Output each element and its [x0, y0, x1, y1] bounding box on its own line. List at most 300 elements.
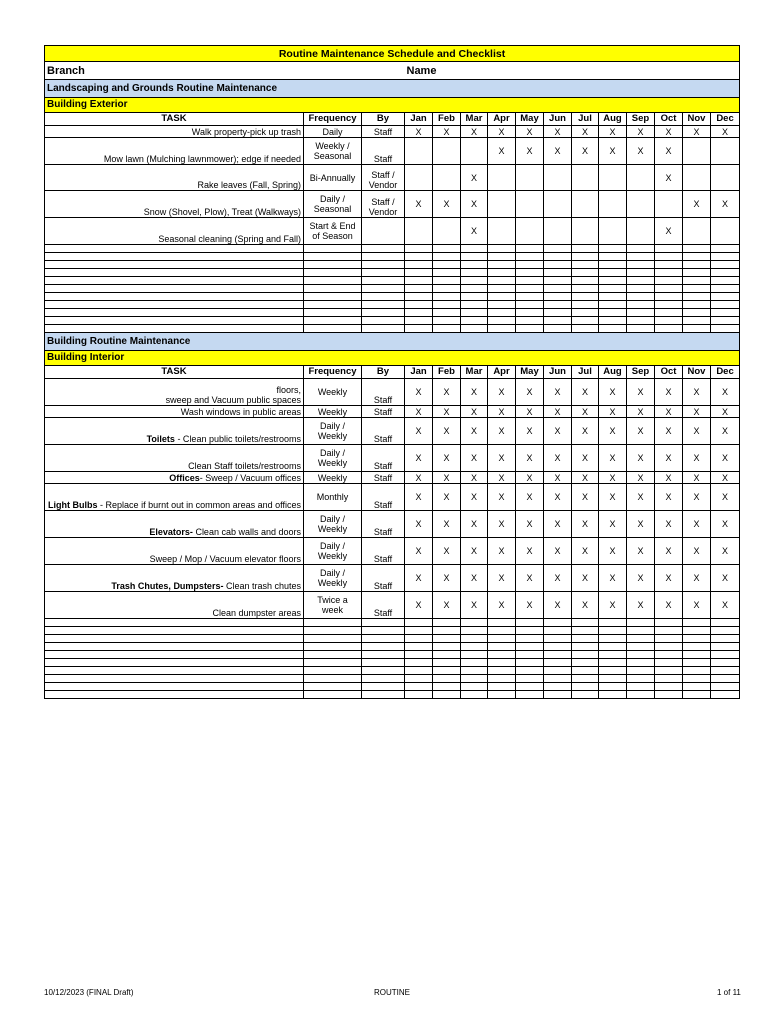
blank-cell[interactable] [627, 285, 655, 293]
blank-cell[interactable] [45, 651, 304, 659]
month-checkmark-cell[interactable]: X [405, 445, 433, 472]
blank-cell[interactable] [461, 659, 488, 667]
blank-cell[interactable] [304, 683, 362, 691]
blank-cell[interactable] [572, 293, 599, 301]
blank-cell[interactable] [45, 691, 304, 699]
blank-cell[interactable] [627, 325, 655, 333]
month-checkmark-cell[interactable]: X [655, 218, 683, 245]
blank-cell[interactable] [488, 317, 516, 325]
blank-cell[interactable] [488, 261, 516, 269]
blank-cell[interactable] [683, 627, 711, 635]
month-checkmark-cell[interactable]: X [461, 484, 488, 511]
blank-cell[interactable] [405, 643, 433, 651]
blank-cell[interactable] [362, 675, 405, 683]
blank-cell[interactable] [683, 269, 711, 277]
blank-cell[interactable] [405, 667, 433, 675]
blank-cell[interactable] [655, 245, 683, 253]
blank-cell[interactable] [516, 245, 544, 253]
blank-cell[interactable] [461, 277, 488, 285]
blank-cell[interactable] [516, 317, 544, 325]
month-checkmark-cell[interactable]: X [572, 538, 599, 565]
blank-cell[interactable] [433, 317, 461, 325]
blank-cell[interactable] [711, 683, 740, 691]
blank-cell[interactable] [362, 691, 405, 699]
blank-cell[interactable] [711, 635, 740, 643]
month-checkmark-cell[interactable]: X [627, 511, 655, 538]
blank-cell[interactable] [516, 635, 544, 643]
month-checkmark-cell[interactable]: X [655, 565, 683, 592]
month-checkmark-cell[interactable] [544, 191, 572, 218]
blank-cell[interactable] [45, 635, 304, 643]
blank-cell[interactable] [544, 691, 572, 699]
blank-cell[interactable] [572, 317, 599, 325]
blank-cell[interactable] [711, 269, 740, 277]
blank-cell[interactable] [488, 301, 516, 309]
blank-cell[interactable] [488, 619, 516, 627]
blank-cell[interactable] [711, 285, 740, 293]
blank-cell[interactable] [627, 277, 655, 285]
blank-cell[interactable] [655, 293, 683, 301]
month-checkmark-cell[interactable]: X [488, 379, 516, 406]
blank-cell[interactable] [304, 293, 362, 301]
month-checkmark-cell[interactable]: X [433, 511, 461, 538]
blank-cell[interactable] [516, 261, 544, 269]
month-checkmark-cell[interactable]: X [572, 379, 599, 406]
blank-cell[interactable] [433, 285, 461, 293]
month-checkmark-cell[interactable]: X [655, 484, 683, 511]
blank-cell[interactable] [683, 643, 711, 651]
blank-cell[interactable] [572, 261, 599, 269]
blank-cell[interactable] [45, 667, 304, 675]
blank-cell[interactable] [516, 651, 544, 659]
blank-cell[interactable] [45, 627, 304, 635]
month-checkmark-cell[interactable] [627, 165, 655, 191]
blank-cell[interactable] [45, 317, 304, 325]
blank-cell[interactable] [461, 245, 488, 253]
blank-cell[interactable] [683, 675, 711, 683]
blank-cell[interactable] [544, 309, 572, 317]
month-checkmark-cell[interactable] [433, 138, 461, 165]
month-checkmark-cell[interactable]: X [544, 592, 572, 619]
month-checkmark-cell[interactable]: X [544, 126, 572, 138]
month-checkmark-cell[interactable]: X [655, 472, 683, 484]
month-checkmark-cell[interactable]: X [516, 445, 544, 472]
month-checkmark-cell[interactable]: X [599, 472, 627, 484]
month-checkmark-cell[interactable]: X [655, 126, 683, 138]
blank-cell[interactable] [683, 253, 711, 261]
month-checkmark-cell[interactable] [405, 138, 433, 165]
month-checkmark-cell[interactable]: X [711, 511, 740, 538]
blank-cell[interactable] [627, 261, 655, 269]
blank-cell[interactable] [405, 651, 433, 659]
blank-cell[interactable] [362, 325, 405, 333]
blank-cell[interactable] [405, 659, 433, 667]
blank-cell[interactable] [405, 285, 433, 293]
month-checkmark-cell[interactable]: X [599, 138, 627, 165]
blank-cell[interactable] [461, 285, 488, 293]
blank-cell[interactable] [627, 643, 655, 651]
month-checkmark-cell[interactable]: X [711, 472, 740, 484]
blank-cell[interactable] [461, 325, 488, 333]
blank-cell[interactable] [627, 667, 655, 675]
month-checkmark-cell[interactable]: X [655, 445, 683, 472]
blank-cell[interactable] [655, 317, 683, 325]
month-checkmark-cell[interactable]: X [627, 484, 655, 511]
blank-cell[interactable] [405, 309, 433, 317]
blank-cell[interactable] [405, 325, 433, 333]
blank-cell[interactable] [627, 301, 655, 309]
blank-cell[interactable] [655, 301, 683, 309]
blank-cell[interactable] [516, 659, 544, 667]
blank-cell[interactable] [599, 675, 627, 683]
blank-cell[interactable] [362, 619, 405, 627]
blank-cell[interactable] [599, 317, 627, 325]
blank-cell[interactable] [683, 309, 711, 317]
blank-cell[interactable] [304, 301, 362, 309]
blank-cell[interactable] [461, 667, 488, 675]
blank-cell[interactable] [544, 277, 572, 285]
month-checkmark-cell[interactable]: X [433, 538, 461, 565]
blank-cell[interactable] [362, 269, 405, 277]
month-checkmark-cell[interactable]: X [488, 511, 516, 538]
blank-cell[interactable] [599, 667, 627, 675]
month-checkmark-cell[interactable]: X [516, 406, 544, 418]
blank-cell[interactable] [461, 309, 488, 317]
blank-cell[interactable] [488, 635, 516, 643]
blank-cell[interactable] [655, 277, 683, 285]
blank-cell[interactable] [544, 269, 572, 277]
month-checkmark-cell[interactable] [683, 218, 711, 245]
blank-cell[interactable] [362, 253, 405, 261]
blank-cell[interactable] [45, 253, 304, 261]
blank-cell[interactable] [488, 325, 516, 333]
month-checkmark-cell[interactable]: X [405, 126, 433, 138]
month-checkmark-cell[interactable]: X [488, 538, 516, 565]
blank-cell[interactable] [304, 651, 362, 659]
month-checkmark-cell[interactable]: X [461, 445, 488, 472]
blank-cell[interactable] [572, 277, 599, 285]
month-checkmark-cell[interactable]: X [599, 484, 627, 511]
blank-cell[interactable] [544, 643, 572, 651]
month-checkmark-cell[interactable]: X [461, 165, 488, 191]
month-checkmark-cell[interactable]: X [683, 565, 711, 592]
blank-cell[interactable] [362, 667, 405, 675]
blank-cell[interactable] [304, 245, 362, 253]
blank-cell[interactable] [683, 659, 711, 667]
month-checkmark-cell[interactable]: X [599, 418, 627, 445]
blank-cell[interactable] [683, 293, 711, 301]
month-checkmark-cell[interactable]: X [572, 565, 599, 592]
blank-cell[interactable] [711, 643, 740, 651]
blank-cell[interactable] [45, 261, 304, 269]
month-checkmark-cell[interactable]: X [516, 379, 544, 406]
blank-cell[interactable] [544, 325, 572, 333]
blank-cell[interactable] [488, 659, 516, 667]
blank-cell[interactable] [461, 301, 488, 309]
blank-cell[interactable] [599, 635, 627, 643]
month-checkmark-cell[interactable]: X [516, 126, 544, 138]
blank-cell[interactable] [433, 675, 461, 683]
month-checkmark-cell[interactable]: X [405, 191, 433, 218]
blank-cell[interactable] [461, 261, 488, 269]
blank-cell[interactable] [433, 659, 461, 667]
month-checkmark-cell[interactable]: X [627, 472, 655, 484]
blank-cell[interactable] [572, 619, 599, 627]
month-checkmark-cell[interactable]: X [599, 126, 627, 138]
blank-cell[interactable] [599, 309, 627, 317]
blank-cell[interactable] [461, 691, 488, 699]
blank-cell[interactable] [304, 325, 362, 333]
blank-cell[interactable] [544, 651, 572, 659]
blank-cell[interactable] [683, 667, 711, 675]
blank-cell[interactable] [572, 253, 599, 261]
month-checkmark-cell[interactable] [627, 218, 655, 245]
blank-cell[interactable] [627, 309, 655, 317]
blank-cell[interactable] [45, 675, 304, 683]
month-checkmark-cell[interactable]: X [461, 565, 488, 592]
month-checkmark-cell[interactable] [516, 165, 544, 191]
month-checkmark-cell[interactable]: X [627, 379, 655, 406]
month-checkmark-cell[interactable] [655, 191, 683, 218]
blank-cell[interactable] [461, 683, 488, 691]
blank-cell[interactable] [304, 675, 362, 683]
month-checkmark-cell[interactable]: X [711, 538, 740, 565]
blank-cell[interactable] [544, 245, 572, 253]
month-checkmark-cell[interactable]: X [683, 511, 711, 538]
month-checkmark-cell[interactable]: X [627, 126, 655, 138]
blank-cell[interactable] [572, 245, 599, 253]
blank-cell[interactable] [683, 651, 711, 659]
blank-cell[interactable] [304, 635, 362, 643]
blank-cell[interactable] [627, 675, 655, 683]
blank-cell[interactable] [599, 659, 627, 667]
month-checkmark-cell[interactable] [405, 165, 433, 191]
blank-cell[interactable] [711, 325, 740, 333]
blank-cell[interactable] [45, 643, 304, 651]
blank-cell[interactable] [362, 293, 405, 301]
blank-cell[interactable] [544, 659, 572, 667]
blank-cell[interactable] [683, 619, 711, 627]
month-checkmark-cell[interactable]: X [544, 484, 572, 511]
month-checkmark-cell[interactable]: X [461, 218, 488, 245]
blank-cell[interactable] [516, 309, 544, 317]
month-checkmark-cell[interactable]: X [461, 191, 488, 218]
blank-cell[interactable] [304, 317, 362, 325]
month-checkmark-cell[interactable]: X [599, 565, 627, 592]
month-checkmark-cell[interactable]: X [488, 445, 516, 472]
month-checkmark-cell[interactable]: X [516, 538, 544, 565]
blank-cell[interactable] [45, 277, 304, 285]
blank-cell[interactable] [627, 317, 655, 325]
blank-cell[interactable] [488, 253, 516, 261]
blank-cell[interactable] [599, 245, 627, 253]
month-checkmark-cell[interactable]: X [627, 592, 655, 619]
blank-cell[interactable] [655, 691, 683, 699]
blank-cell[interactable] [599, 619, 627, 627]
month-checkmark-cell[interactable]: X [544, 138, 572, 165]
month-checkmark-cell[interactable] [627, 191, 655, 218]
blank-cell[interactable] [433, 245, 461, 253]
blank-cell[interactable] [405, 301, 433, 309]
month-checkmark-cell[interactable]: X [516, 138, 544, 165]
blank-cell[interactable] [572, 325, 599, 333]
month-checkmark-cell[interactable] [488, 191, 516, 218]
blank-cell[interactable] [433, 635, 461, 643]
blank-cell[interactable] [461, 269, 488, 277]
blank-cell[interactable] [599, 627, 627, 635]
month-checkmark-cell[interactable]: X [461, 126, 488, 138]
blank-cell[interactable] [627, 627, 655, 635]
month-checkmark-cell[interactable]: X [599, 592, 627, 619]
blank-cell[interactable] [544, 635, 572, 643]
blank-cell[interactable] [655, 619, 683, 627]
month-checkmark-cell[interactable] [544, 165, 572, 191]
month-checkmark-cell[interactable]: X [433, 379, 461, 406]
month-checkmark-cell[interactable]: X [599, 538, 627, 565]
blank-cell[interactable] [304, 643, 362, 651]
blank-cell[interactable] [461, 619, 488, 627]
blank-cell[interactable] [711, 261, 740, 269]
blank-cell[interactable] [572, 651, 599, 659]
month-checkmark-cell[interactable]: X [544, 418, 572, 445]
month-checkmark-cell[interactable]: X [683, 472, 711, 484]
month-checkmark-cell[interactable]: X [516, 565, 544, 592]
month-checkmark-cell[interactable]: X [488, 418, 516, 445]
blank-cell[interactable] [683, 691, 711, 699]
blank-cell[interactable] [488, 691, 516, 699]
blank-cell[interactable] [433, 269, 461, 277]
blank-cell[interactable] [711, 627, 740, 635]
month-checkmark-cell[interactable]: X [544, 565, 572, 592]
blank-cell[interactable] [405, 619, 433, 627]
blank-cell[interactable] [362, 277, 405, 285]
month-checkmark-cell[interactable]: X [655, 418, 683, 445]
month-checkmark-cell[interactable]: X [461, 538, 488, 565]
blank-cell[interactable] [655, 309, 683, 317]
blank-cell[interactable] [45, 293, 304, 301]
blank-cell[interactable] [627, 293, 655, 301]
blank-cell[interactable] [433, 309, 461, 317]
month-checkmark-cell[interactable] [711, 165, 740, 191]
month-checkmark-cell[interactable]: X [488, 406, 516, 418]
blank-cell[interactable] [711, 619, 740, 627]
month-checkmark-cell[interactable]: X [405, 538, 433, 565]
blank-cell[interactable] [516, 277, 544, 285]
blank-cell[interactable] [544, 667, 572, 675]
blank-cell[interactable] [683, 301, 711, 309]
blank-cell[interactable] [544, 627, 572, 635]
blank-cell[interactable] [433, 667, 461, 675]
month-checkmark-cell[interactable]: X [655, 165, 683, 191]
blank-cell[interactable] [544, 675, 572, 683]
month-checkmark-cell[interactable] [516, 218, 544, 245]
blank-cell[interactable] [599, 651, 627, 659]
month-checkmark-cell[interactable]: X [683, 592, 711, 619]
blank-cell[interactable] [572, 301, 599, 309]
blank-cell[interactable] [599, 253, 627, 261]
month-checkmark-cell[interactable] [433, 218, 461, 245]
blank-cell[interactable] [304, 309, 362, 317]
month-checkmark-cell[interactable] [599, 165, 627, 191]
blank-cell[interactable] [711, 659, 740, 667]
blank-cell[interactable] [544, 261, 572, 269]
month-checkmark-cell[interactable]: X [433, 484, 461, 511]
blank-cell[interactable] [362, 643, 405, 651]
blank-cell[interactable] [572, 683, 599, 691]
blank-cell[interactable] [655, 269, 683, 277]
blank-cell[interactable] [362, 659, 405, 667]
blank-cell[interactable] [405, 269, 433, 277]
blank-cell[interactable] [433, 261, 461, 269]
month-checkmark-cell[interactable]: X [711, 418, 740, 445]
blank-cell[interactable] [304, 277, 362, 285]
month-checkmark-cell[interactable] [599, 218, 627, 245]
month-checkmark-cell[interactable]: X [683, 126, 711, 138]
blank-cell[interactable] [488, 643, 516, 651]
blank-cell[interactable] [627, 269, 655, 277]
month-checkmark-cell[interactable]: X [433, 418, 461, 445]
month-checkmark-cell[interactable]: X [433, 472, 461, 484]
blank-cell[interactable] [711, 309, 740, 317]
blank-cell[interactable] [655, 659, 683, 667]
blank-cell[interactable] [304, 269, 362, 277]
blank-cell[interactable] [461, 627, 488, 635]
blank-cell[interactable] [711, 245, 740, 253]
month-checkmark-cell[interactable]: X [516, 484, 544, 511]
month-checkmark-cell[interactable] [572, 218, 599, 245]
month-checkmark-cell[interactable]: X [683, 379, 711, 406]
blank-cell[interactable] [711, 253, 740, 261]
month-checkmark-cell[interactable]: X [711, 379, 740, 406]
month-checkmark-cell[interactable] [544, 218, 572, 245]
blank-cell[interactable] [627, 691, 655, 699]
blank-cell[interactable] [488, 675, 516, 683]
blank-cell[interactable] [304, 659, 362, 667]
blank-cell[interactable] [572, 643, 599, 651]
blank-cell[interactable] [683, 325, 711, 333]
blank-cell[interactable] [461, 293, 488, 301]
blank-cell[interactable] [488, 627, 516, 635]
blank-cell[interactable] [433, 293, 461, 301]
blank-cell[interactable] [655, 635, 683, 643]
blank-cell[interactable] [572, 627, 599, 635]
blank-cell[interactable] [304, 667, 362, 675]
month-checkmark-cell[interactable]: X [683, 484, 711, 511]
blank-cell[interactable] [599, 293, 627, 301]
blank-cell[interactable] [45, 659, 304, 667]
blank-cell[interactable] [405, 627, 433, 635]
blank-cell[interactable] [45, 309, 304, 317]
blank-cell[interactable] [599, 277, 627, 285]
blank-cell[interactable] [488, 269, 516, 277]
month-checkmark-cell[interactable]: X [711, 592, 740, 619]
month-checkmark-cell[interactable] [711, 218, 740, 245]
month-checkmark-cell[interactable]: X [544, 445, 572, 472]
month-checkmark-cell[interactable]: X [572, 126, 599, 138]
blank-cell[interactable] [488, 683, 516, 691]
month-checkmark-cell[interactable]: X [488, 484, 516, 511]
blank-cell[interactable] [516, 285, 544, 293]
month-checkmark-cell[interactable]: X [433, 565, 461, 592]
month-checkmark-cell[interactable]: X [572, 138, 599, 165]
blank-cell[interactable] [405, 683, 433, 691]
blank-cell[interactable] [433, 277, 461, 285]
blank-cell[interactable] [45, 245, 304, 253]
blank-cell[interactable] [572, 659, 599, 667]
blank-cell[interactable] [683, 285, 711, 293]
month-checkmark-cell[interactable]: X [516, 472, 544, 484]
month-checkmark-cell[interactable]: X [544, 511, 572, 538]
